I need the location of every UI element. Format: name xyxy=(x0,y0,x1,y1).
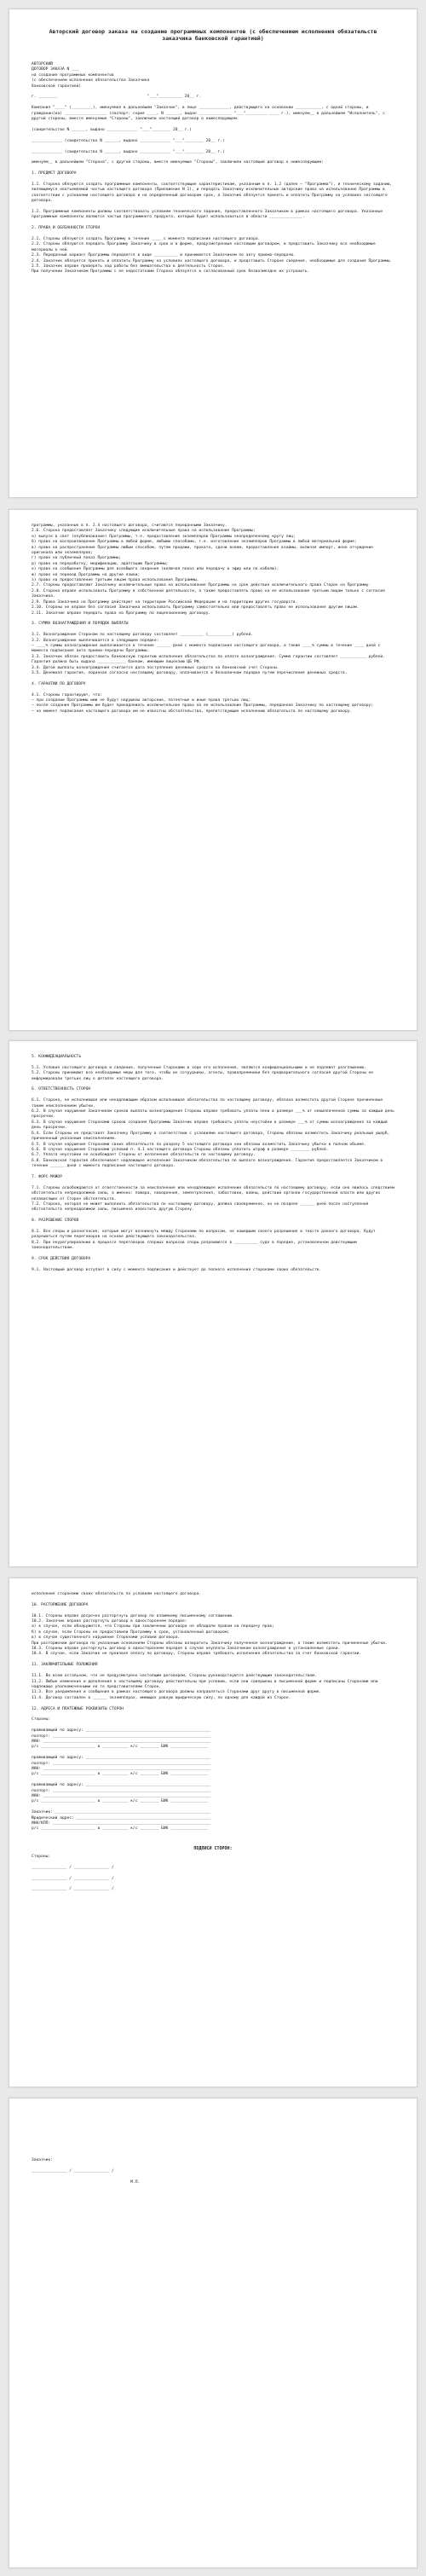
page-4-text: исполнения сторонами своих обязательств по условиям настоящего договора. 10. РАСТОРЖЕНИЕ ДОГОВОРА 10.1. Стороны вправе досрочно расторгнуть договор по взаимному письменному соглашению. 10.2. Заказчик вправе расторгнуть договор в одностороннем порядке: а) в случае, если обнаружится, что Стороны при заключении договора не обладали правом на передачу прав; б) в случае, если Стороны не предоставили Программу в срок, установленный договором; в) в случае существенного нарушения Сторонами условий договора. При расторжении договора по указанным основаниям Стороны обязаны возвратить Заказчику полученное вознаграждение, а также возместить причиненные убытки. 10.3. Стороны вправе расторгнуть договор в одностороннем порядке в случае неуплаты Заказчиком вознаграждения в установленные сроки. 10.4. В случае, если Заказчик не произвел оплату по договору, Стороны вправе требовать исполнения обязательства за счет банковской гарантии. 11. ЗАКЛЮЧИТЕЛЬНЫЕ ПОЛОЖЕНИЯ 11.1. Во всем остальном, что не предусмотрено настоящим договором, Стороны руководствуются действующим законодательством. 11.2. Любые изменения и дополнения к настоящему договору действительны при условии, если они совершены в письменной форме и подписаны Сторонами или надлежаще уполномоченными на то представителями Сторон. 11.3. Все уведомления и сообщения в рамках настоящего договора должны направляться Сторонами друг другу в письменной форме. 11.4. Договор составлен в ______ экземплярах, имеющих равную юридическую силу, по одному для каждой из Сторон. 12. АДРЕСА И ПЛАТЕЖНЫЕ РЕКВИЗИТЫ СТОРОН Стороны: проживающий по адресу: _____________________________________________________ паспорт: ___________________________________________________________________ ИНН: _______________________________________________________________________ р/с _______________________ в ___________ к/с ________ БИК ________________ проживающий по адресу: _____________________________________________________ паспорт: ___________________________________________________________________ ИНН: _______________________________________________________________________ р/с _______________________ в ___________ к/с ________ БИК ________________ проживающий по адресу: _____________________________________________________ паспорт: ___________________________________________________________________ ИНН: _______________________________________________________________________ р/с _______________________ в ___________ к/с ________ БИК ________________ Заказчик: __________________________________________________________________ Юридический адрес: _________________________________________________________ ИНН/КПП: ___________________________________________________________________ р/с _______________________ в ___________ к/с ________ БИК ________________ xyxy=(32,1592,388,1832)
signatures-block: Стороны: _______________ / _______________ / _______________ / _______________ / _______________ / _______________ / xyxy=(32,1854,114,1892)
document-page-1 xyxy=(9,9,417,498)
document-page-5 xyxy=(9,2098,417,2568)
page-1-text: АВТОРСКИЙ ДОГОВОР ЗАКАЗА N ___ на создание программных компонентов (с обеспечением исполнения обязательства Заказчика банковской гарантией) г. ________ "___"__________ 20__ г. Компания "____" (_________), именуемая в дальнейшем "Заказчик", в лице _____________, действующего на основании ___________, с одной стороны, и гражданин(ка) __________________ (паспорт: серия ____, N ______, выдан ______________ "___"_________ ____ г.), именуем__ в дальнейшем "Исполнитель", с другой стороны, вместе именуемые "Стороны", заключили настоящий договор о нижеследующем: (свидетельство N ______, выдано _____________ "___"________ 20__ г.) _____________ (свидетельство N ______, выдано _____________ "___"________ 20__ г.) _____________ (свидетельство N ______, выдано _____________ "___"________ 20__ г.) именуем__ в дальнейшем "Сторона", с другой стороны, вместе именуемые "Стороны", заключили настоящий договор о нижеследующем: 1. ПРЕДМЕТ ДОГОВОРА 1.1. Сторона обязуются создать программные компоненты, соответствующие характеристикам, указанным в п. 1.2 (далее — "Программа"), и техническому заданию, являющемуся неотъемлемой частью настоящего договора (Приложение N 1), и передать Заказчику исключительные авторские права на использование Программы в соответствии с условиями настоящего договора и на определенный договором срок, а Заказчик обязуется принять и оплатить Программу на условиях настоящего договора. 1.2. Программные компоненты должны соответствовать условиям технического задания, предоставленного Заказчиком в рамках настоящего договора. Указанные программные компоненты являются частью программного продукта, который будет использоваться в области ______________. 2. ПРАВА И ОБЯЗАННОСТИ СТОРОН 2.1. Стороны обязуются создать Программу в течение ____ с момента подписания настоящего договора. 2.2. Стороны обязуются передать Программу Заказчику в срок и в форме, предусмотренные настоящим договором, и представить Заказчику все необходимые материалы к ней. 2.3. Переданный вариант Программы передается в виде __________ и принимается Заказчиком по акту приема-передачи. 2.4. Заказчик обязуется принять и оплатить Программу на условиях настоящего договора, и представить Стороне сведения, необходимые для создания Программы. 2.5. Заказчик вправе проверять ход работы без вмешательства в деятельность Сторон. При получении Заказчиком Программы с ее недостатками Сторона обязуется в согласованный срок безвозмездно их устранить. xyxy=(32,62,393,275)
page-2-text: программы, указанные в п. 2.4 настоящего договора, считаются переданными Заказчику. 2.6. Сторона предоставляет Заказчику следующие исключительные права на использование Программы: а) выпуск в свет (опубликование) Программы, т.е. предоставление экземпляров Программы неопределенному кругу лиц; б) право на воспроизведение Программы в любой форме, любыми способами, т.е. изготовление экземпляров Программы в любой материальной форме; в) право на распространение Программы любым способом, путем продажи, проката, сдачи внаем, предоставления взаймы, включая импорт, иное отчуждение оригинала или экземпляров; г) право на публичный показ Программы; д) право на переработку, модификацию, адаптацию Программы; е) право на сообщение Программы для всеобщего сведения (включая показ или передачу в эфир или по кабелю); ж) право на перевод Программы на другие языки; з) право на предоставление третьим лицам права использования Программы. 2.7. Стороны предоставляют Заказчику исключительные права на использование Программы на срок действия исключительного права Сторон на Программу. 2.8. Сторона вправе использовать Программу в собственной деятельности, а также предоставлять право на ее использование третьим лицам только с согласия Заказчика. 2.9. Права Заказчика на Программу действуют на территории Российской Федерации и на территории других государств. 2.10. Стороны не вправе без согласия Заказчика использовать Программу самостоятельно или предоставлять право ее использования другим лицам. 2.11. Заказчик вправе передать права на Программу по лицензионному договору. 3. СУММА ВОЗНАГРАЖДЕНИЯ И ПОРЯДОК ВЫПЛАТЫ 3.1. Вознаграждение Сторонам по настоящему договору составляет __________ (__________) рублей. 3.2. Вознаграждение выплачивается в следующем порядке: — ____% суммы вознаграждения выплачивается в течение ______ дней с момента подписания настоящего договора, а также ____% суммы в течение ____ дней с момента подписания акта приема-передачи Программы. 3.3. Заказчик обязан предоставить банковскую гарантию исполнения обязательства по оплате вознаграждения. Сумма гарантии составляет ___________ рублей. Гарантия должна быть выдана ____________ банком, имеющим лицензию ЦБ РФ. 3.4. Датой выплаты вознаграждения считается дата поступления денежных средств на банковский счет Стороны. 3.5. Денежная гарантия, поданная согласно настоящему договору, оплачивается в безналичном порядке путем перечисления денежных средств. 4. ГАРАНТИИ ПО ДОГОВОРУ 4.1. Стороны гарантируют, что: — при создании Программы ими не будут нарушены авторские, патентные и иные права третьих лиц; — после создания Программы им будет принадлежать исключительное право на ее использование Программы, переданное Заказчику по настоящему договору; — на момент подписания настоящего договора им не известны обстоятельства, препятствующие исполнению обязательств по настоящему договору. xyxy=(32,524,385,714)
document-page-4 xyxy=(9,1577,417,2087)
page-3-text: 5. КОНФИДЕНЦИАЛЬНОСТЬ 5.1. Условия настоящего договора и сведения, полученные Сторонами в ходе его исполнения, являются конфиденциальными и не подлежат разглашению. 5.2. Стороны принимают все необходимые меры для того, чтобы их сотрудники, агенты, правопреемники без предварительного согласия другой Стороны не информировали третьих лиц о деталях настоящего договора. 6. ОТВЕТСТВЕННОСТЬ СТОРОН 6.1. Сторона, не исполнившая или ненадлежащим образом исполнившая обязательства по настоящему договору, обязана возместить другой Стороне причиненные таким неисполнением убытки. 6.2. В случае нарушения Заказчиком сроков выплаты вознаграждения Стороны вправе требовать уплаты пени в размере ___% от невыплаченной суммы за каждый день просрочки. 6.3. В случае нарушения Сторонами сроков создания Программы Заказчик вправе требовать уплаты неустойки в размере ___% от суммы вознаграждения за каждый день просрочки. 6.4. Если Стороны не представят Заказчику Программу в соответствии с условиями настоящего договора, Стороны обязаны возместить Заказчику реальный ущерб, причиненный указанным неисполнением. 6.5. В случае нарушения Сторонами своих обязательств по разделу 5 настоящего договора они обязаны возместить Заказчику убытки в полном объеме. 6.6. В случае нарушения Сторонами условий п. 4.1 настоящего договора Стороны обязаны уплатить штраф в размере ________ рублей. 6.7. Уплата неустойки не освобождает Стороны от исполнения обязательств по настоящему договору. 6.8. Банковская гарантия обеспечивает надлежащее исполнение Заказчиком обязательства по выплате вознаграждения. Гарантия предоставляется Заказчиком в течение ______ дней с момента подписания настоящего договора. 7. ФОРС-МАЖОР 7.1. Стороны освобождаются от ответственности за неисполнение или ненадлежащее исполнение обязательств по настоящему договору, если оно явилось следствием обстоятельств непреодолимой силы, а именно: пожара, наводнения, землетрясения, забастовки, войны, действий органов государственной власти или других независящих от Сторон обстоятельств. 7.2. Сторона, которая не может выполнить обязательства по настоящему договору, должна своевременно, но не позднее ______ дней после наступления обстоятельств непреодолимой силы, письменно известить другую Сторону. 8. РАЗРЕШЕНИЕ СПОРОВ 8.1. Все споры и разногласия, которые могут возникнуть между Сторонами по вопросам, не нашедшим своего разрешения в тексте данного договора, будут разрешаться путем переговоров на основе действующего законодательства. 8.2. При неурегулировании в процессе переговоров спорных вопросов споры разрешаются в __________ суде в порядке, установленном действующим законодательством. 9. СРОК ДЕЙСТВИЯ ДОГОВОРА 9.1. Настоящий договор вступает в силу с момента подписания и действует до полного исполнения сторонами своих обязательств. xyxy=(32,1055,394,1272)
page-5-text: Заказчик: _______________ / _______________ / М.П. xyxy=(32,2158,141,2185)
document-page-2 xyxy=(9,509,417,1031)
document-page-3 xyxy=(9,1040,417,1567)
signatures-heading: ПОДПИСИ СТОРОН: xyxy=(193,1845,233,1851)
document-title: Авторский договор заказа на создание программных компонентов (с обеспечением исполнения обязательств заказчика банковской гарантией) xyxy=(49,28,377,42)
